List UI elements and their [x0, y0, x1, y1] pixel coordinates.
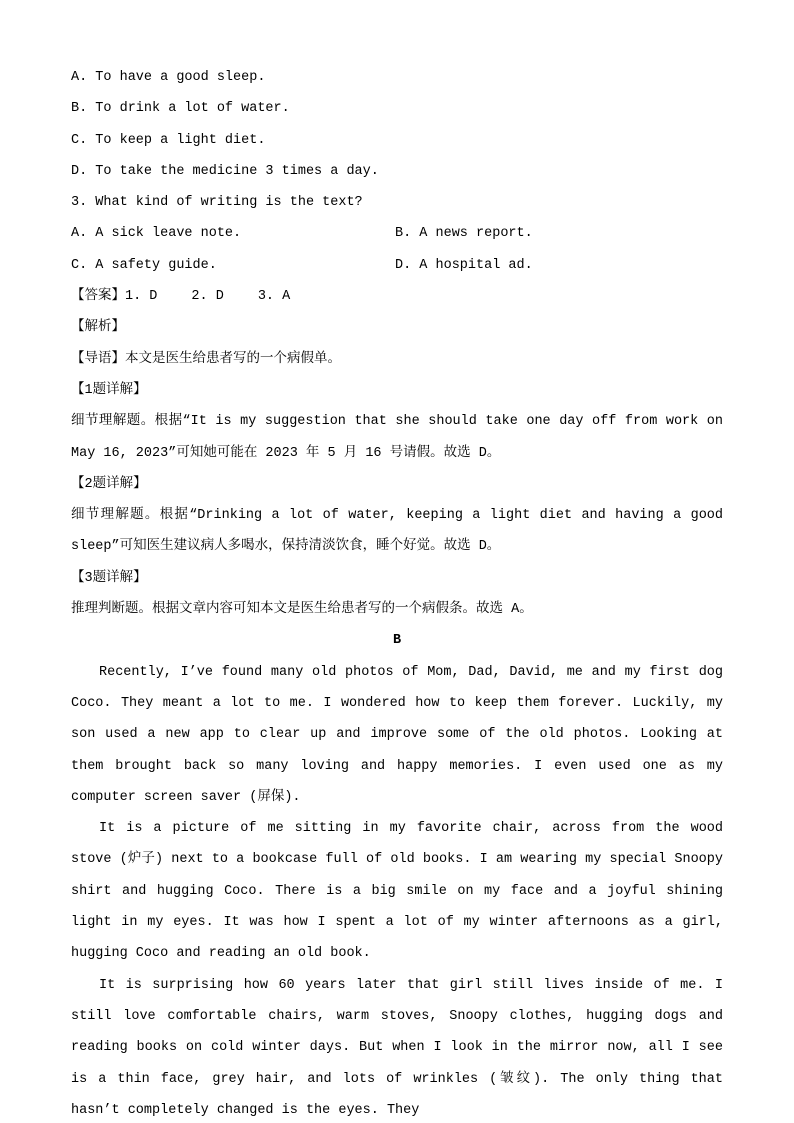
- passage-paragraph-1: Recently, I’ve found many old photos of Mom, Dad, David, me and my first dog Coco. They meant a lot to me. I wondered how to keep them forever. Luckily, my son used a new app to clear up and improve some of the old photos. Looking at them brought back so many loving and happy memories. I even used one as my computer screen saver (屏保).: [71, 664, 723, 805]
- answers-label: 【答案】: [71, 289, 125, 305]
- lead-text: 本文是医生给患者写的一个病假单。: [125, 351, 341, 367]
- detail-3-label: 【3题详解】: [71, 570, 147, 586]
- answer-item-3: 3. A: [257, 289, 291, 305]
- detail-explanations: [71, 375, 732, 625]
- question-3-stem: 3. What kind of writing is the text?: [71, 195, 363, 211]
- question-3-options: [71, 218, 723, 281]
- option-cell-b: B. A news report.: [395, 226, 533, 242]
- option-cell-a: A. A sick leave note.: [71, 226, 242, 242]
- passage-paragraph-3: It is surprising how 60 years later that girl still lives inside of me. I still love comfortable chairs, warm stoves, Snoopy clothes, hugging dogs and reading books on cold winter days. But when I look in the mirror now, all I see is a thin face, grey hair, and lots of wrinkles (皱纹). The only thing that hasn’t completely changed is the eyes. They: [71, 977, 723, 1118]
- option-cell-d: D. A hospital ad.: [395, 257, 533, 273]
- passage-paragraph-2: It is a picture of me sitting in my favorite chair, across from the wood stove (炉子) next to a bookcase full of old books. I am wearing my special Snoopy shirt and hugging Coco. There is a big smile on my face and a joyful shining light in my eyes. It was how I spent a lot of my winter afternoons as a girl, hugging Coco and reading an old book.: [71, 821, 723, 962]
- option-line-b: B. To drink a lot of water.: [71, 101, 290, 117]
- question-2-options: [71, 62, 723, 187]
- lead-label: 【导语】: [71, 351, 125, 367]
- answer-item-1: 1. D: [125, 289, 158, 305]
- answers-line: [71, 281, 723, 312]
- option-row-2: [71, 250, 723, 281]
- option-cell-c: C. A safety guide.: [71, 257, 217, 273]
- lead-line: [71, 344, 723, 375]
- passage-b: [71, 657, 723, 1123]
- detail-1-text: 细节理解题。根据“It is my suggestion that she should take one day off from work on May 16, 2023”可知她可能在 2023 年 5 月 16 号请假。故选 D。: [71, 414, 732, 461]
- option-row-1: [71, 218, 723, 249]
- detail-1-label: 【1题详解】: [71, 382, 147, 398]
- analysis-label: 【解析】: [71, 320, 125, 336]
- option-line-d: D. To take the medicine 3 times a day.: [71, 163, 379, 179]
- detail-3-text: 推理判断题。根据文章内容可知本文是医生给患者写的一个病假条。故选 A。: [71, 602, 533, 618]
- section-b-heading: B: [392, 633, 402, 649]
- option-line-a: A. To have a good sleep.: [71, 70, 266, 85]
- option-line-c: C. To keep a light diet.: [71, 132, 266, 148]
- detail-2-text: 细节理解题。根据“Drinking a lot of water, keeping a light diet and having a good sleep”可知医生建议病人多喝水，保持清淡饮食，睡个好觉。故选 D。: [71, 508, 732, 555]
- answer-item-2: 2. D: [191, 289, 224, 305]
- detail-2-label: 【2题详解】: [71, 476, 147, 492]
